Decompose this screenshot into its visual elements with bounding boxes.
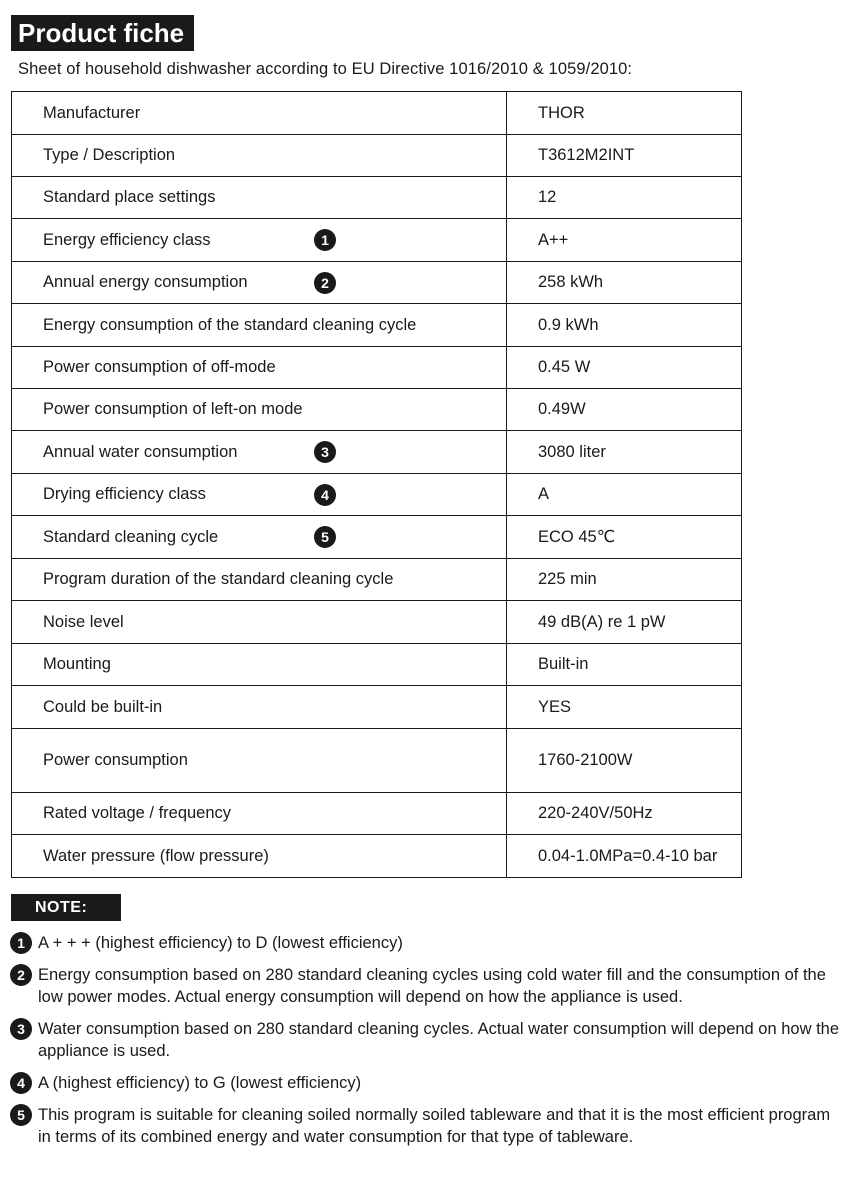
- row-value: YES: [507, 686, 742, 729]
- row-value: 0.49W: [507, 389, 742, 431]
- row-label-text: Manufacturer: [43, 103, 141, 122]
- table-row: [12, 347, 742, 389]
- row-value: Built-in: [507, 644, 742, 686]
- row-label: [12, 431, 507, 474]
- row-value: 225 min: [507, 559, 742, 601]
- note-item: [10, 1072, 840, 1094]
- note-text: Water consumption based on 280 standard cleaning cycles. Actual water consumption will depend on how the appliance is used.: [38, 1020, 840, 1060]
- row-value: 220-240V/50Hz: [507, 793, 742, 835]
- table-row: [12, 389, 742, 431]
- row-label-text: Noise level: [43, 612, 124, 631]
- footnote-marker: 1: [314, 229, 336, 251]
- row-label-text: Could be built-in: [43, 697, 163, 716]
- row-value: 12: [507, 177, 742, 219]
- table-row: [12, 835, 742, 878]
- footnote-marker: 5: [314, 526, 336, 548]
- note-item: [10, 1018, 840, 1062]
- row-label: [12, 92, 507, 135]
- row-value: 0.04-1.0MPa=0.4-10 bar: [507, 835, 742, 878]
- table-row: [12, 793, 742, 835]
- row-label: [12, 304, 507, 347]
- note-number: 5: [10, 1104, 32, 1126]
- row-label: [12, 177, 507, 219]
- footnote-marker: 3: [314, 441, 336, 463]
- footnote-marker: 2: [314, 272, 336, 294]
- note-number: 4: [10, 1072, 32, 1094]
- note-text: A (highest efficiency) to G (lowest efficiency): [38, 1074, 362, 1092]
- row-label-text: Program duration of the standard cleaning cycle: [43, 570, 394, 588]
- row-label-text: Mounting: [43, 655, 111, 673]
- row-label-text: Standard cleaning cycle: [43, 527, 219, 546]
- row-label: [12, 835, 507, 878]
- row-label-text: Power consumption of left-on mode: [43, 400, 303, 418]
- product-fiche-table: [11, 91, 742, 878]
- row-label: [12, 793, 507, 835]
- table-row: [12, 262, 742, 304]
- note-item: [10, 932, 840, 954]
- row-value: T3612M2INT: [507, 135, 742, 177]
- note-number: 1: [10, 932, 32, 954]
- table-row: [12, 729, 742, 793]
- row-label: [12, 559, 507, 601]
- row-value: 0.45 W: [507, 347, 742, 389]
- row-label: [12, 347, 507, 389]
- table-row: [12, 304, 742, 347]
- table-row: [12, 219, 742, 262]
- note-item: [10, 964, 840, 1008]
- row-label: [12, 474, 507, 516]
- row-label: [12, 219, 507, 262]
- row-label: [12, 135, 507, 177]
- row-label-text: Energy consumption of the standard cleaning cycle: [43, 315, 417, 334]
- table-row: [12, 177, 742, 219]
- row-label-text: Drying efficiency class: [43, 485, 206, 503]
- note-text: This program is suitable for cleaning soiled normally soiled tableware and that it is the most efficient program in terms of its combined energy and water consumption for that type of tableware.: [38, 1106, 831, 1146]
- row-value: ECO 45℃: [507, 516, 742, 559]
- row-label-text: Power consumption of off-mode: [43, 358, 276, 376]
- note-item: [10, 1104, 840, 1148]
- table-row: [12, 559, 742, 601]
- table-row: [12, 644, 742, 686]
- table-row: [12, 474, 742, 516]
- table-row: [12, 686, 742, 729]
- row-value: 258 kWh: [507, 262, 742, 304]
- row-value: 49 dB(A) re 1 pW: [507, 601, 742, 644]
- page-title: Product fiche: [11, 15, 194, 51]
- row-label-text: Type / Description: [43, 146, 176, 164]
- row-label: [12, 729, 507, 793]
- row-value: A: [507, 474, 742, 516]
- footnote-marker: 4: [314, 484, 336, 506]
- row-label: [12, 262, 507, 304]
- note-text: Energy consumption based on 280 standard cleaning cycles using cold water fill and the consumption of the low power modes. Actual energy consumption will depend on how the appliance is used.: [38, 966, 826, 1006]
- row-label: [12, 389, 507, 431]
- row-label-text: Standard place settings: [43, 188, 216, 206]
- note-heading: NOTE:: [11, 894, 121, 921]
- table-row: [12, 516, 742, 559]
- row-label: [12, 686, 507, 729]
- row-label-text: Energy efficiency class: [43, 230, 211, 249]
- table-row: [12, 135, 742, 177]
- row-label-text: Annual water consumption: [43, 442, 238, 461]
- row-label-text: Power consumption: [43, 751, 188, 769]
- table-row: [12, 601, 742, 644]
- row-label-text: Water pressure (flow pressure): [43, 846, 269, 865]
- row-label: [12, 516, 507, 559]
- row-value: 0.9 kWh: [507, 304, 742, 347]
- page-subtitle: Sheet of household dishwasher according to EU Directive 1016/2010 & 1059/2010:: [18, 60, 633, 78]
- notes-list: [10, 932, 840, 1148]
- note-number: 2: [10, 964, 32, 986]
- row-value: A++: [507, 219, 742, 262]
- row-value: 3080 liter: [507, 431, 742, 474]
- table-row: [12, 92, 742, 135]
- row-label-text: Annual energy consumption: [43, 273, 248, 291]
- note-number: 3: [10, 1018, 32, 1040]
- row-label-text: Rated voltage / frequency: [43, 804, 232, 822]
- row-label: [12, 644, 507, 686]
- row-label: [12, 601, 507, 644]
- row-value: THOR: [507, 92, 742, 135]
- note-text: A + + + (highest efficiency) to D (lowest efficiency): [38, 934, 403, 952]
- table-row: [12, 431, 742, 474]
- row-value: 1760-2100W: [507, 729, 742, 793]
